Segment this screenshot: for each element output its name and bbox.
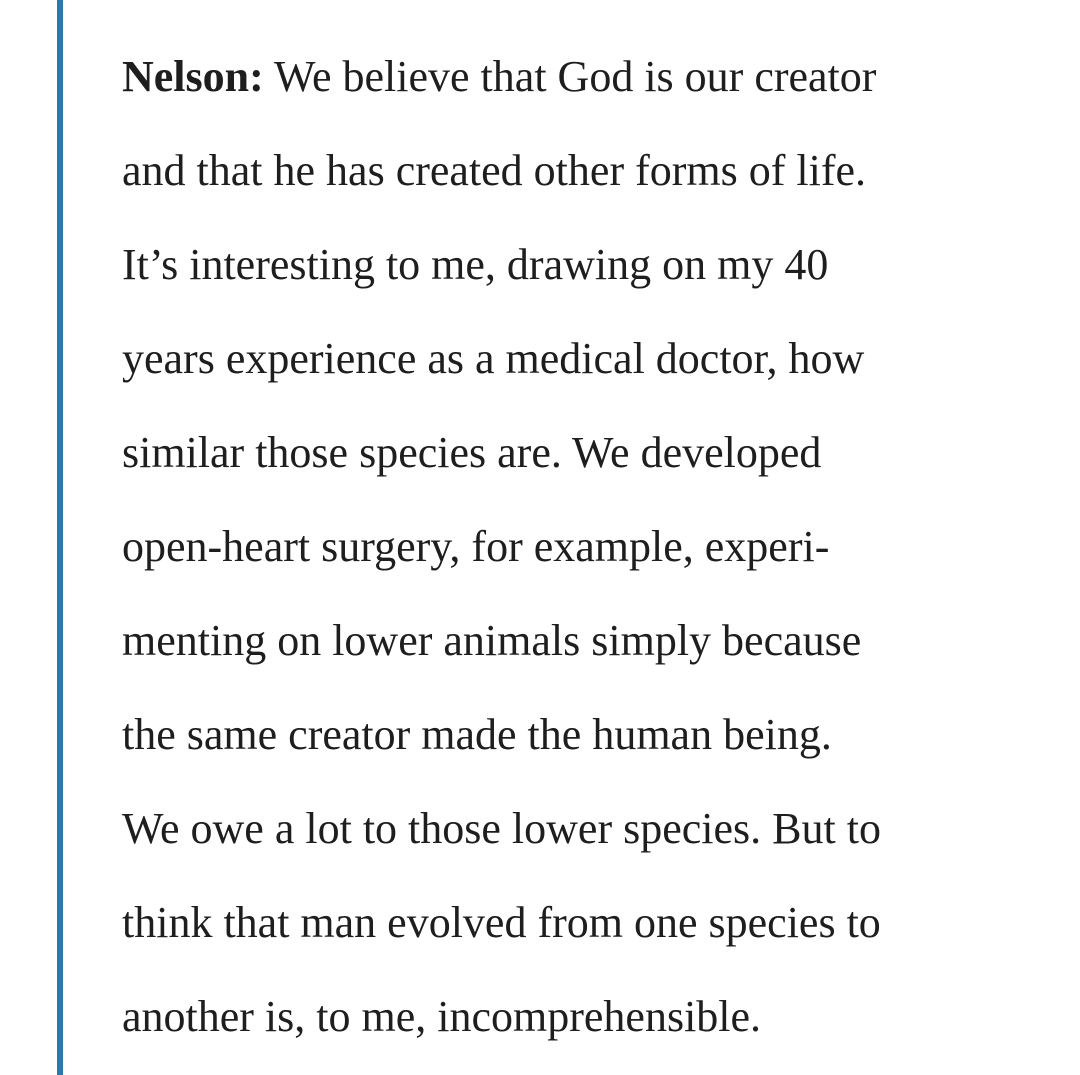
speaker-name: Nelson: bbox=[122, 52, 264, 101]
quote-line-8: the same creator made the human being. bbox=[122, 710, 832, 759]
quote-line-11: another is, to me, incomprehensible. bbox=[122, 992, 762, 1041]
quote-block bbox=[122, 30, 1062, 1064]
quote-line-1-text: We believe that God is our creator bbox=[263, 52, 877, 101]
quote-line-9: We owe a lot to those lower species. But to bbox=[122, 804, 881, 853]
quote-line-7: menting on lower animals simply because bbox=[122, 616, 862, 665]
quote-line-2: and that he has created other forms of life. bbox=[122, 146, 867, 195]
quote-line-10: think that man evolved from one species to bbox=[122, 898, 881, 947]
quote-line-5: similar those species are. We developed bbox=[122, 428, 822, 477]
quote-line-6: open-heart surgery, for example, experi- bbox=[122, 522, 830, 571]
quote-line-3: It’s interesting to me, drawing on my 40 bbox=[122, 240, 829, 289]
quote-line-4: years experience as a medical doctor, how bbox=[122, 334, 865, 383]
quote-line-1 bbox=[122, 30, 1062, 124]
blockquote-rule bbox=[57, 0, 63, 1075]
